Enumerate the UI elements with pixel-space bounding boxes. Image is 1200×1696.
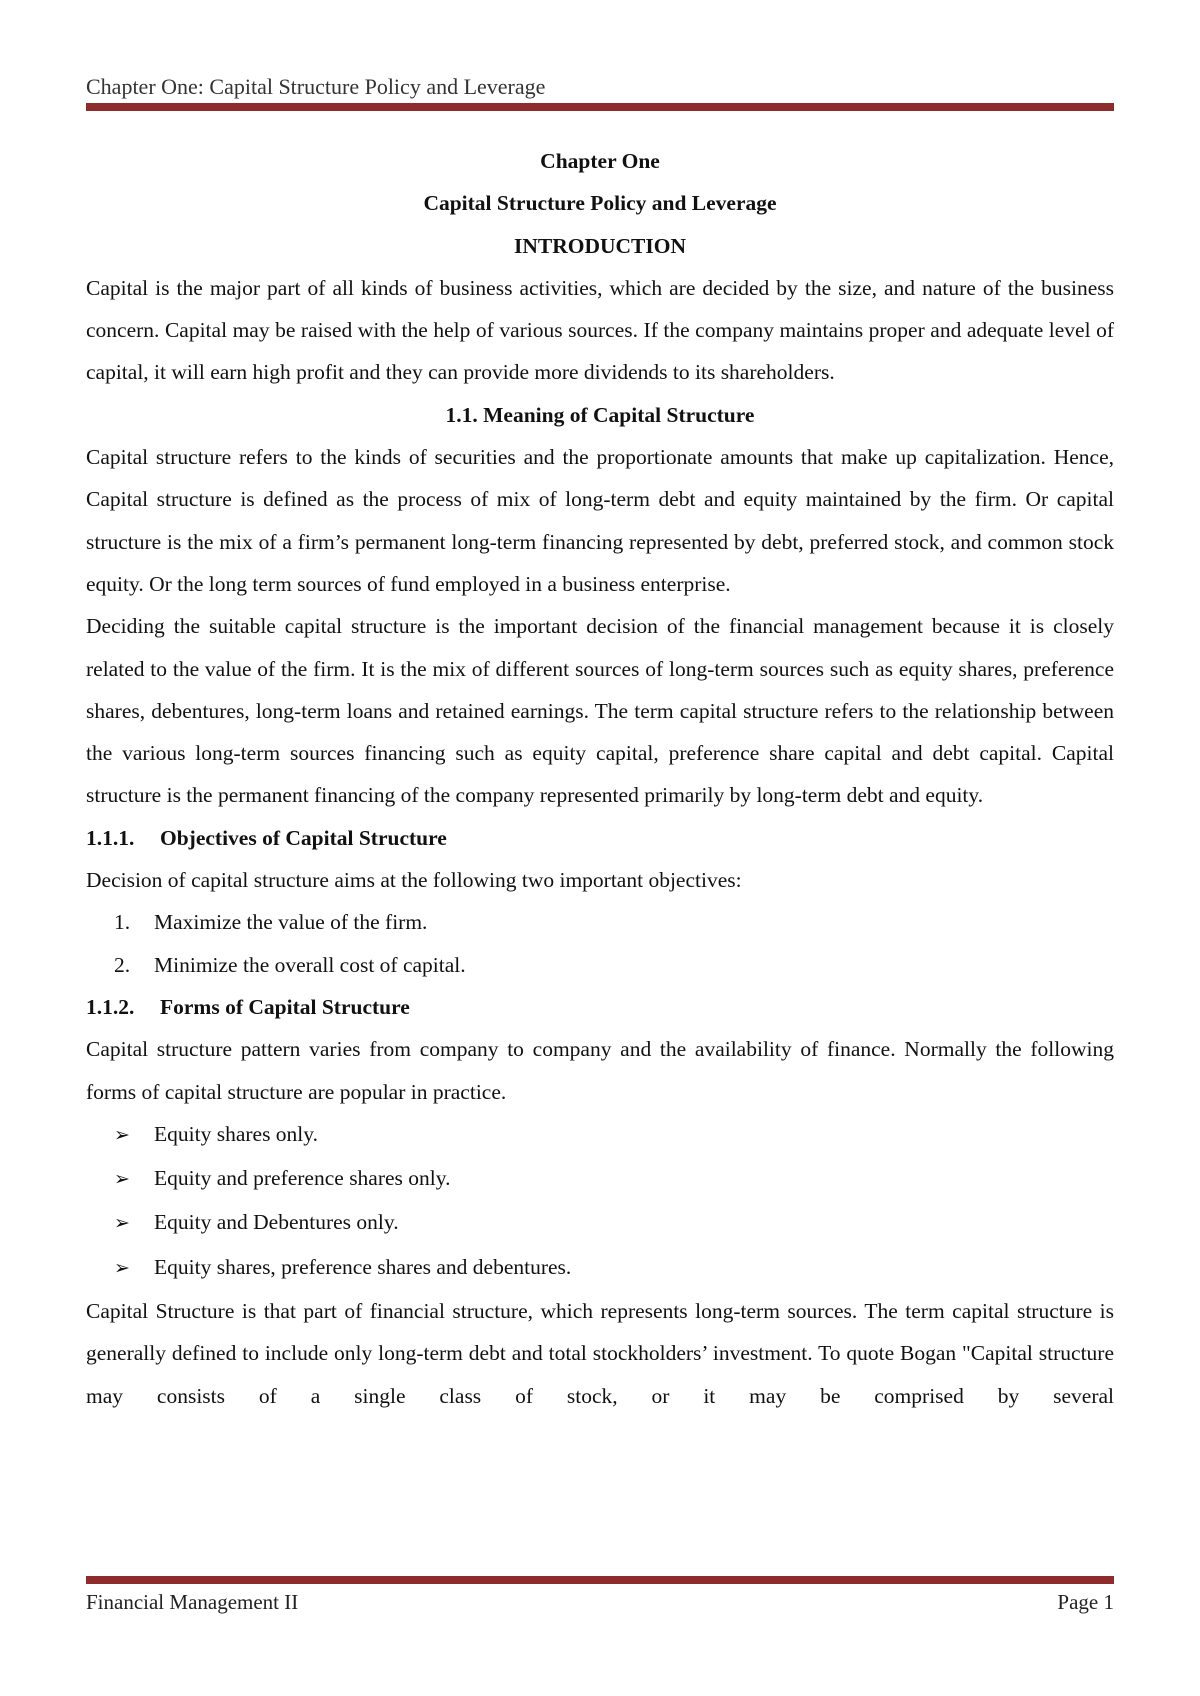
objectives-intro: Decision of capital structure aims at the following two important objectives: bbox=[86, 868, 742, 893]
subsection-number: 1.1.2. bbox=[86, 994, 135, 1019]
subsection-title: Forms of Capital Structure bbox=[160, 994, 410, 1019]
subsection-title: Objectives of Capital Structure bbox=[160, 825, 447, 850]
header-rule bbox=[86, 103, 1114, 111]
meaning-paragraph-2: Deciding the suitable capital structure is the important decision of the financial management because it is closely related to the value of the firm. It is the mix of different sources of long-term sources such as equity shares, preference shares, debentures, long-term loans and retained earnings. The term capital structure refers to the relationship between the various long-term sources financing such as equity capital, preference share capital and debt capital. Capital structure is the permanent financing of the company represented primarily by long-term debt and equity. bbox=[86, 614, 1114, 808]
list-text: Equity shares, preference shares and debentures. bbox=[154, 1254, 572, 1279]
subsection-heading-objectives bbox=[86, 817, 1114, 859]
arrow-bullet-icon: ➢ bbox=[114, 1257, 130, 1279]
running-header: Chapter One: Capital Structure Policy and Leverage bbox=[86, 74, 546, 99]
chapter-label: Chapter One bbox=[540, 149, 660, 173]
introduction-paragraph: Capital is the major part of all kinds of business activities, which are decided by the size, and nature of the business concern. Capital may be raised with the help of various sources. If the company maintains proper and adequate level of capital, it will earn high profit and they can provide more dividends to its shareholders. bbox=[86, 275, 1114, 385]
forms-intro: Capital structure pattern varies from company to company and the availability of finance. Normally the following forms of capital structure are popular in practice. bbox=[86, 1037, 1114, 1104]
list-item bbox=[86, 1246, 1114, 1290]
list-item bbox=[86, 901, 1114, 943]
introduction-heading: INTRODUCTION bbox=[513, 233, 687, 258]
page-number: Page 1 bbox=[1057, 1590, 1114, 1614]
list-number: 1. bbox=[114, 910, 131, 935]
list-item bbox=[86, 1201, 1114, 1245]
chapter-title: Capital Structure Policy and Leverage bbox=[423, 191, 777, 216]
list-text: Minimize the overall cost of capital. bbox=[154, 952, 466, 977]
subsection-number: 1.1.1. bbox=[86, 825, 135, 850]
list-item bbox=[86, 1157, 1114, 1201]
list-text: Equity shares only. bbox=[154, 1121, 319, 1146]
footer-course-title: Financial Management II bbox=[86, 1590, 299, 1614]
meaning-paragraph-1: Capital structure refers to the kinds of securities and the proportionate amounts that make up capitalization. Hence, Capital structure is defined as the process of mix of long-term debt and equity maintained by the firm. Or capital structure is the mix of a firm’s permanent long-term financing represented by debt, preferred stock, and common stock equity. Or the long term sources of fund employed in a business enterprise. bbox=[86, 445, 1114, 596]
subsection-heading-forms bbox=[86, 986, 1114, 1028]
list-item bbox=[86, 1113, 1114, 1157]
list-item bbox=[86, 944, 1114, 986]
arrow-bullet-icon: ➢ bbox=[114, 1213, 130, 1235]
arrow-bullet-icon: ➢ bbox=[114, 1124, 130, 1146]
list-text: Maximize the value of the firm. bbox=[154, 910, 428, 935]
list-number: 2. bbox=[114, 952, 131, 977]
section-heading-meaning: 1.1. Meaning of Capital Structure bbox=[445, 402, 755, 427]
footer-rule bbox=[86, 1576, 1114, 1584]
list-text: Equity and Debentures only. bbox=[154, 1210, 399, 1235]
list-text: Equity and preference shares only. bbox=[154, 1166, 451, 1191]
document-body bbox=[86, 140, 1114, 1417]
closing-paragraph: Capital Structure is that part of financial structure, which represents long-term sources. The term capital structure is generally defined to include only long-term debt and total stockholders’ investment. To quote Bogan "Capital structure may consists of a single class of stock, or it may be comprised by several bbox=[86, 1299, 1114, 1408]
arrow-bullet-icon: ➢ bbox=[114, 1169, 130, 1191]
